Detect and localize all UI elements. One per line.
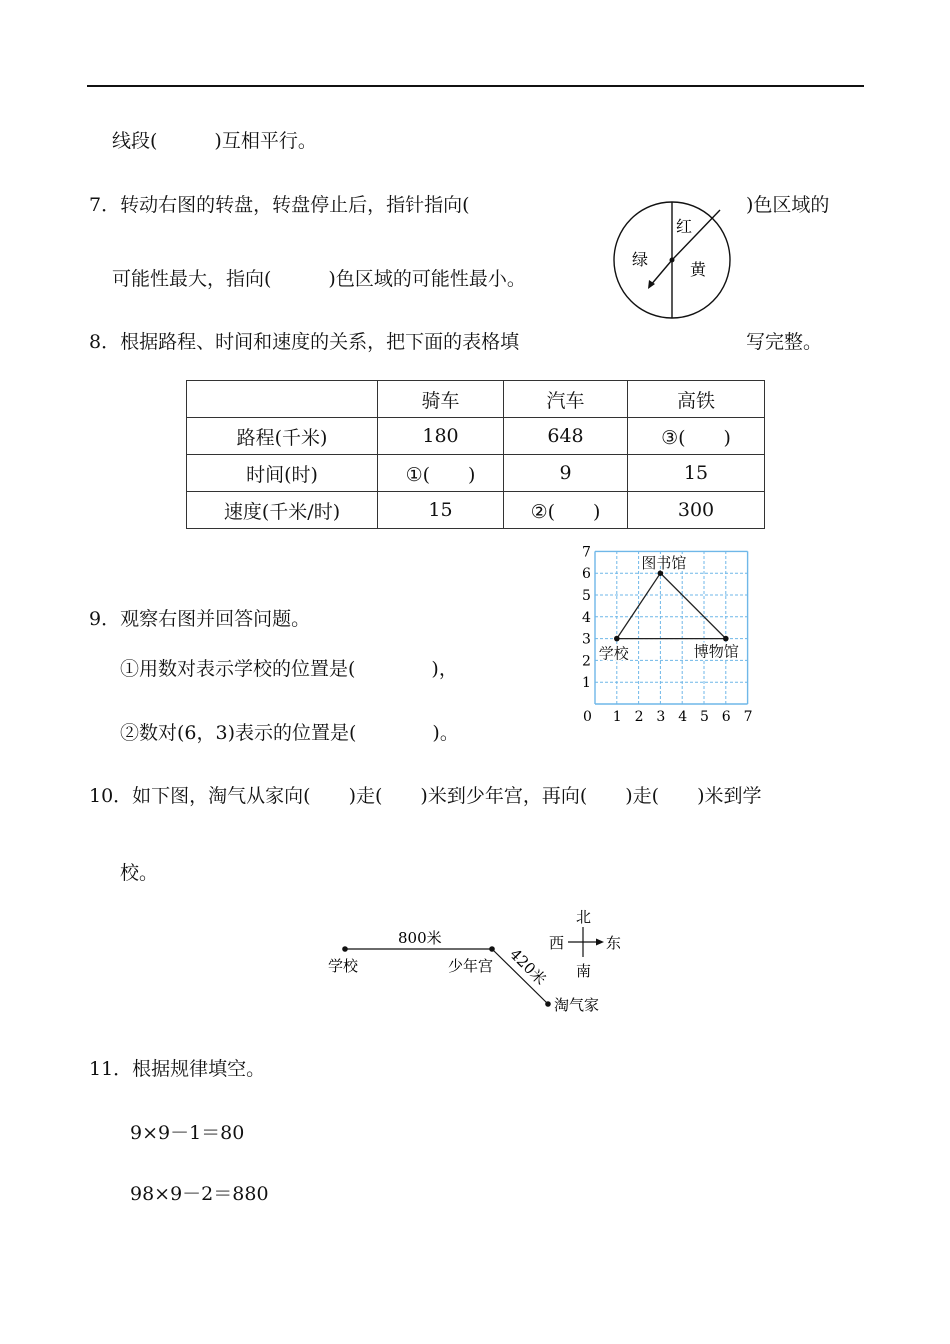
grid-point [723,636,729,642]
table-cell: 时间(时) [187,455,378,492]
palace-dot [489,946,495,952]
compass-east: 东 [606,934,622,952]
coordinate-grid [575,538,770,723]
q8-text: 8．根据路程、时间和速度的关系，把下面的表格填 [89,331,520,353]
y-tick-label: 1 [582,675,591,692]
q8-text-end: 写完整。 [746,331,823,353]
label-school: 学校 [328,957,359,975]
q10-line1: 10．如下图，淘气从家向( )走( )米到少年宫，再向( )走( )米到学 [89,785,762,807]
table-cell: 9 [504,455,628,492]
x-tick-label: 4 [678,709,688,723]
compass-south: 南 [576,962,592,980]
y-tick-label: 7 [582,544,591,561]
q7-line2: 可能性最大，指向( )色区域的可能性最小。 [112,268,526,290]
spinner-label-red: 红 [676,217,693,236]
x-tick-label: 1 [612,709,622,723]
point-label: 博物馆 [693,642,739,661]
q9-title: 9．观察右图并回答问题。 [89,608,311,630]
table-cell: 15 [628,455,765,492]
q11-eq2: 98×9－2＝880 [130,1183,269,1205]
compass-arrow-icon [596,939,604,946]
y-tick-label: 2 [582,653,591,670]
q11-title: 11．根据规律填空。 [89,1058,266,1080]
x-tick-label: 7 [743,709,753,723]
home-dot [545,1001,551,1007]
q7-line1-end: )色区域的 [746,194,830,216]
y-tick-label: 6 [582,566,591,583]
table-cell: ②( ) [504,492,628,529]
x-tick-label: 0 [583,709,592,723]
x-tick-label: 5 [700,709,709,723]
header-rule [87,85,864,87]
dist-800: 800米 [398,929,442,947]
table-cell: ③( ) [628,418,765,455]
spinner-label-yellow: 黄 [690,260,707,279]
q7-line1: 7．转动右图的转盘，转盘停止后，指针指向( [89,194,470,216]
speed-table [186,380,765,529]
table-cell: 速度(千米/时) [187,492,378,529]
table-cell: 路程(千米) [187,418,378,455]
q10-line2: 校。 [120,862,159,884]
y-tick-label: 5 [582,588,591,604]
school-dot [342,946,348,952]
x-tick-label: 3 [656,709,666,723]
grid-point [614,636,620,642]
table-cell: 180 [378,418,504,455]
table-header-cell: 骑车 [378,381,504,418]
compass-west: 西 [549,934,565,952]
spinner-diagram [608,196,736,324]
table-header-cell: 汽车 [504,381,628,418]
spinner-pointer [650,260,672,286]
table-header-row [187,381,765,418]
q9-sub2: ②数对(6，3)表示的位置是( )。 [120,722,459,744]
table-row [187,418,765,455]
point-label: 学校 [598,644,629,663]
dist-420: 420米 [506,945,550,989]
spinner-label-green: 绿 [632,250,649,269]
y-tick-label: 3 [582,631,591,648]
point-label: 图书馆 [641,554,687,573]
q11-eq1: 9×9－1＝80 [130,1122,245,1144]
table-row [187,455,765,492]
table-cell: 15 [378,492,504,529]
y-tick-label: 4 [582,609,591,626]
label-home: 淘气家 [554,996,600,1014]
table-cell: 300 [628,492,765,529]
triangle-shape [617,573,726,638]
q6-tail-text: 线段( )互相平行。 [112,130,317,152]
x-tick-label: 2 [634,709,644,723]
compass-north: 北 [576,908,592,926]
q9-sub1: ①用数对表示学校的位置是( )， [120,658,458,680]
table-row [187,492,765,529]
x-tick-label: 6 [721,709,731,723]
route-map [320,900,640,1020]
table-cell: 648 [504,418,628,455]
label-palace: 少年宫 [448,957,494,975]
table-header-cell [187,381,378,418]
table-cell: ①( ) [378,455,504,492]
table-header-cell: 高铁 [628,381,765,418]
